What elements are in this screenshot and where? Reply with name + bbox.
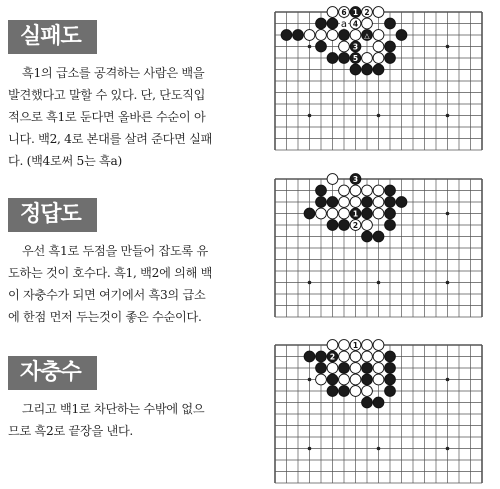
black-stone (385, 351, 396, 362)
star-point (446, 212, 450, 216)
stone-label: 4 (352, 19, 359, 29)
star-point (377, 447, 381, 451)
white-stone (373, 41, 384, 52)
white-stone (362, 351, 373, 362)
go-board-correct (268, 170, 490, 322)
white-stone (362, 220, 373, 231)
black-stone (281, 30, 292, 41)
white-stone (373, 197, 384, 208)
black-stone (327, 220, 338, 231)
text-line: 도하는 것이 호수다. 흑1, 백2에 의해 백 (8, 266, 213, 280)
section-text-correct (8, 240, 254, 328)
star-point (377, 281, 381, 285)
black-stone (339, 53, 350, 64)
text-line: 흑1의 급소를 공격하는 사람은 백을 (22, 66, 205, 80)
text-line: 다. (백4로써 5는 흑a) (8, 154, 122, 168)
white-stone (327, 7, 338, 18)
white-stone (362, 340, 373, 351)
black-stone (316, 351, 327, 362)
star-point (377, 114, 381, 118)
section-title-correct: 정답도 (8, 198, 97, 232)
section-text-failure (8, 62, 254, 172)
stone-label: 2 (329, 352, 336, 362)
stone-label: △ (364, 32, 370, 40)
white-stone (327, 174, 338, 185)
white-stone (373, 7, 384, 18)
black-stone (304, 351, 315, 362)
black-stone (327, 53, 338, 64)
star-point (446, 447, 450, 451)
black-stone (362, 197, 373, 208)
white-stone (327, 208, 338, 219)
star-point (308, 447, 312, 451)
black-stone (385, 41, 396, 52)
star-point (308, 45, 312, 49)
white-stone (362, 53, 373, 64)
black-stone (373, 397, 384, 408)
text-line: 에 한점 먼저 두는것이 좋은 수순이다. (8, 310, 202, 324)
section-title-failure: 실패도 (8, 20, 97, 54)
white-stone (373, 30, 384, 41)
black-stone (396, 30, 407, 41)
white-stone (373, 374, 384, 385)
white-stone (350, 363, 361, 374)
black-stone (339, 386, 350, 397)
stone-label: 3 (352, 42, 359, 52)
black-stone (385, 18, 396, 29)
black-stone (316, 18, 327, 29)
text-line: 므로 흑2로 끝장을 낸다. (8, 424, 134, 438)
white-stone (373, 351, 384, 362)
text-line: 이 자충수가 되면 여기에서 흑3의 급소 (8, 288, 206, 302)
white-stone (373, 53, 384, 64)
star-point (308, 281, 312, 285)
black-stone (327, 374, 338, 385)
star-point (308, 114, 312, 118)
section-title-self-atari: 자충수 (8, 356, 97, 390)
star-point (446, 378, 450, 382)
white-stone (373, 185, 384, 196)
black-stone (362, 374, 373, 385)
stone-label: 1 (352, 341, 359, 350)
black-stone (316, 197, 327, 208)
stone-label: 2 (364, 8, 370, 17)
white-stone (339, 185, 350, 196)
black-stone (362, 64, 373, 75)
stone-label: 2 (352, 221, 359, 230)
white-stone (362, 18, 373, 29)
text-line: 우선 흑1로 두점을 만들어 잡도록 유 (22, 244, 208, 258)
white-stone (362, 185, 373, 196)
text-line: 적으로 흑1로 둔다면 올바른 수순이 아 (8, 110, 206, 124)
star-point (446, 281, 450, 285)
black-stone (385, 53, 396, 64)
black-stone (385, 197, 396, 208)
section-text-self-atari (8, 398, 254, 442)
white-stone (350, 185, 361, 196)
white-stone (304, 30, 315, 41)
white-stone (373, 363, 384, 374)
stone-label: 1 (352, 209, 359, 219)
white-stone (339, 197, 350, 208)
white-stone (316, 208, 327, 219)
white-stone (339, 351, 350, 362)
white-stone (339, 340, 350, 351)
white-stone (327, 30, 338, 41)
black-stone (327, 386, 338, 397)
black-stone (339, 363, 350, 374)
black-stone (373, 231, 384, 242)
black-stone (373, 64, 384, 75)
star-point (446, 45, 450, 49)
mark-label: a (340, 19, 348, 30)
black-stone (316, 41, 327, 52)
black-stone (396, 197, 407, 208)
black-stone (385, 208, 396, 219)
black-stone (327, 18, 338, 29)
black-stone (362, 208, 373, 219)
white-stone (350, 374, 361, 385)
white-stone (339, 41, 350, 52)
black-stone (385, 386, 396, 397)
white-stone (350, 197, 361, 208)
black-stone (385, 220, 396, 231)
black-stone (362, 363, 373, 374)
white-stone (316, 374, 327, 385)
stone-label: 6 (341, 8, 347, 17)
white-stone (327, 340, 338, 351)
text-line: 그리고 백1로 차단하는 수밖에 없으 (22, 402, 205, 416)
black-stone (385, 185, 396, 196)
white-stone (362, 386, 373, 397)
black-stone (385, 374, 396, 385)
white-stone (327, 363, 338, 374)
star-point (308, 378, 312, 382)
white-stone (373, 340, 384, 351)
black-stone (362, 231, 373, 242)
star-point (446, 114, 450, 118)
go-board-failure (268, 3, 490, 155)
white-stone (350, 351, 361, 362)
white-stone (350, 386, 361, 397)
white-stone (373, 208, 384, 219)
black-stone (327, 197, 338, 208)
white-stone (316, 30, 327, 41)
go-board-self-atari (268, 336, 490, 488)
text-line: 니다. 백2, 4로 본대를 살려 준다면 실패 (8, 132, 213, 146)
white-stone (339, 374, 350, 385)
stone-label: 1 (352, 8, 359, 17)
black-stone (385, 363, 396, 374)
white-stone (350, 30, 361, 41)
text-line: 발견했다고 말할 수 있다. 단, 단도직입 (8, 88, 206, 102)
black-stone (362, 397, 373, 408)
black-stone (304, 208, 315, 219)
black-stone (339, 220, 350, 231)
black-stone (339, 30, 350, 41)
white-stone (339, 208, 350, 219)
black-stone (316, 363, 327, 374)
stone-label: 3 (352, 175, 359, 184)
black-stone (293, 30, 304, 41)
stone-label: 5 (352, 54, 359, 63)
black-stone (350, 64, 361, 75)
black-stone (316, 185, 327, 196)
